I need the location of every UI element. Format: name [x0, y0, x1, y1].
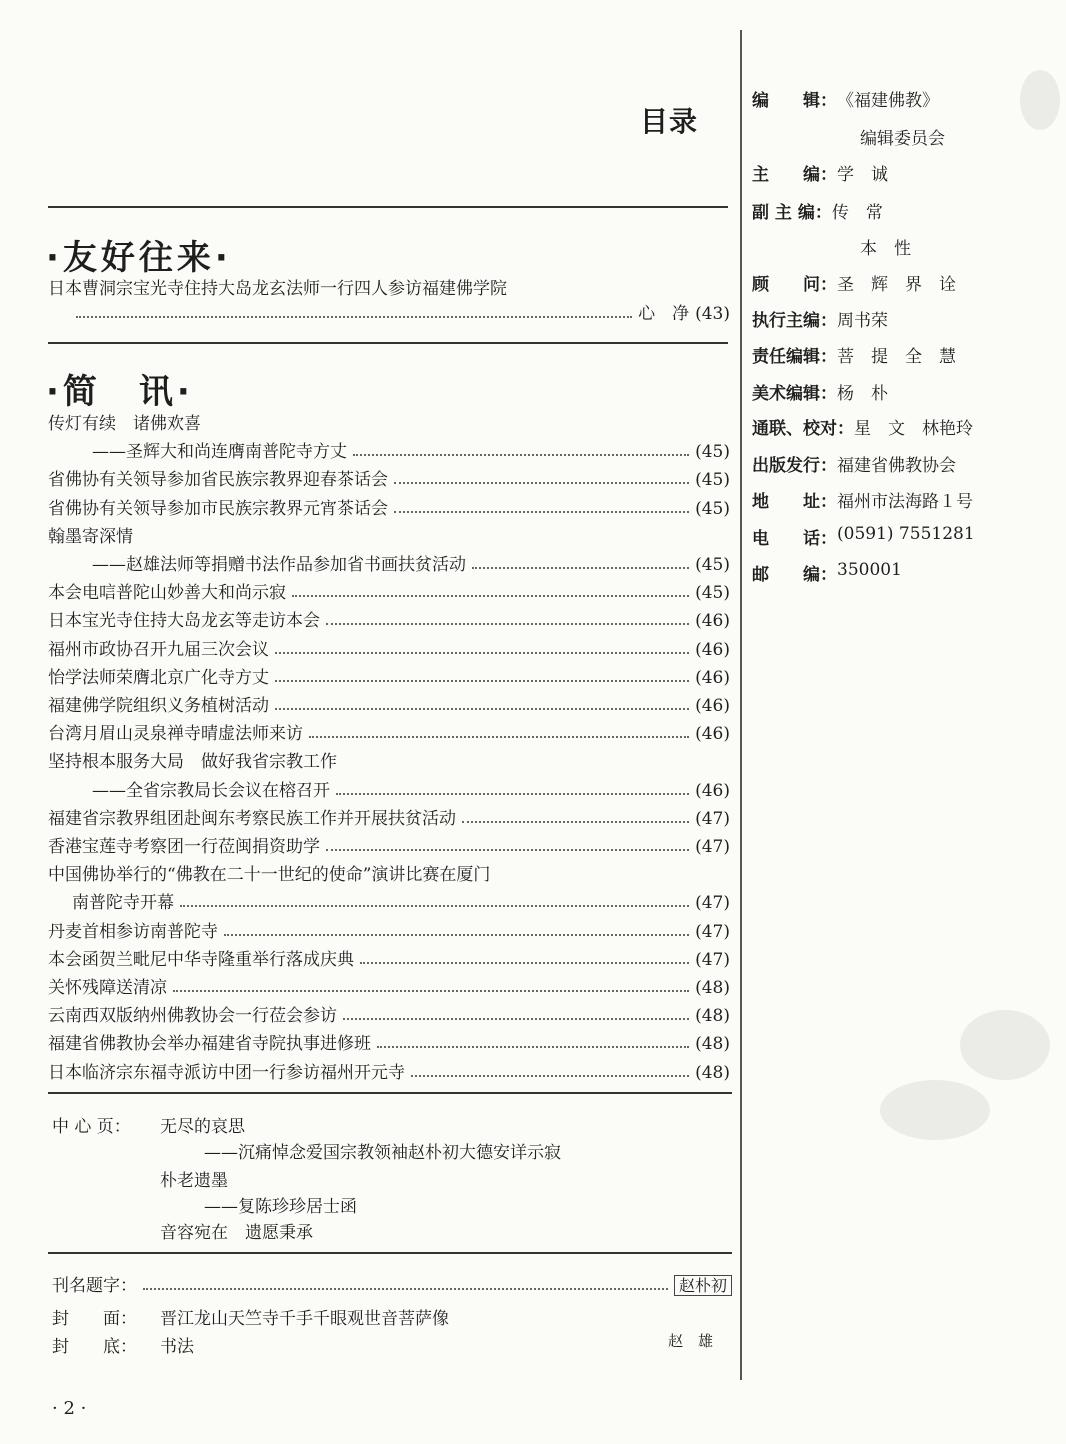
- toc-entry-title: ——圣辉大和尚连膺南普陀寺方丈: [92, 442, 347, 463]
- cover-label: 封 面：: [52, 1309, 137, 1329]
- masthead-value: 周书荣: [837, 311, 888, 331]
- toc-entry-page: (45): [695, 442, 730, 463]
- masthead-value: 350001: [837, 560, 902, 580]
- toc-entry-page: (46): [695, 611, 730, 632]
- toc-entry: [92, 438, 730, 462]
- leader-dots: [173, 990, 689, 992]
- scan-speck: [880, 1080, 990, 1140]
- toc-entry-page: (45): [695, 470, 730, 491]
- toc-entry: [48, 720, 730, 744]
- toc-entry-page: (46): [695, 639, 730, 660]
- leader-dots: [326, 849, 689, 851]
- masthead-row: [752, 124, 945, 149]
- toc-entry: [48, 748, 730, 772]
- leader-dots: [472, 567, 689, 569]
- toc-entry-title: 省佛协有关领导参加市民族宗教界元宵茶话会: [48, 498, 388, 519]
- masthead-value: 传 常: [831, 203, 883, 223]
- toc-entry-title: 本会电唁普陀山妙善大和尚示寂: [48, 583, 286, 604]
- center-line: 无尽的哀思: [160, 1117, 245, 1137]
- leader-dots: [275, 680, 689, 682]
- toc-entry: [48, 636, 730, 660]
- masthead-label: 主 编：: [752, 165, 837, 185]
- masthead-row: [752, 234, 911, 259]
- toc-entry-title: 福建省佛教协会举办福建省寺院执事进修班: [48, 1034, 371, 1055]
- masthead-row: [752, 306, 888, 331]
- masthead-value: (0591) 7551281: [837, 524, 975, 544]
- masthead-value: 福建省佛教协会: [837, 456, 956, 476]
- toc-entry: [72, 889, 730, 913]
- masthead-value: 《福建佛教》: [837, 91, 939, 111]
- leader-dots: [336, 793, 689, 795]
- masthead-row: [752, 560, 902, 585]
- scan-speck: [960, 1010, 1050, 1080]
- rule-footer: [48, 1252, 732, 1254]
- toc-entry: [48, 1002, 730, 1026]
- toc-entry-title: 日本宝光寺住持大岛龙玄等走访本会: [48, 611, 320, 632]
- masthead-row: [752, 342, 956, 367]
- masthead-value: 本 性: [860, 239, 911, 259]
- masthead-value: 圣 辉 界 诠: [837, 275, 956, 295]
- toc-entry-page: (47): [695, 893, 730, 914]
- masthead-row: [752, 270, 956, 295]
- toc-entry-page: (46): [695, 667, 730, 688]
- masthead-label: [752, 124, 860, 149]
- toc-entry-title: 云南西双版纳州佛教协会一行莅会参访: [48, 1006, 337, 1027]
- masthead-row: [752, 487, 973, 512]
- leader-dots: [292, 595, 689, 597]
- leader-dots: [180, 905, 689, 907]
- toc-entry-title: 本会函贺兰毗尼中华寺隆重举行落成庆典: [48, 949, 354, 970]
- masthead-label: 顾 问：: [752, 275, 837, 295]
- toc-entry: [48, 410, 730, 434]
- leader-dots: [343, 1018, 689, 1020]
- leader-dots: [224, 934, 689, 936]
- inscription-value: 赵朴初: [674, 1275, 732, 1296]
- toc-entry-page: (46): [695, 780, 730, 801]
- center-line: ——复陈珍珍居士函: [204, 1197, 357, 1217]
- toc-entry: [48, 523, 730, 547]
- center-label: 中 心 页：: [52, 1117, 131, 1137]
- masthead-value: 星 文 林艳玲: [854, 419, 973, 439]
- masthead-row: [752, 379, 888, 404]
- toc-entry: [48, 833, 730, 857]
- rule-section: [48, 342, 728, 344]
- masthead-row: [752, 160, 888, 185]
- toc-entry-title: 坚持根本服务大局 做好我省宗教工作: [48, 752, 337, 773]
- inscription-label: 刊名题字：: [52, 1276, 137, 1296]
- leader-dots: [326, 623, 689, 625]
- page-title: 目录: [640, 105, 699, 138]
- toc-entry: [92, 551, 730, 575]
- masthead-label: 邮 编：: [752, 565, 837, 585]
- masthead-label: 编 辑：: [752, 91, 837, 111]
- toc-entry-page: (45): [695, 555, 730, 575]
- toc-entry-page: (48): [695, 978, 730, 998]
- toc-entry: [92, 777, 730, 801]
- footer-inscription: [52, 1272, 732, 1296]
- leader-dots: [394, 511, 689, 513]
- back-label: 封 底：: [52, 1337, 137, 1357]
- back-value: 书法: [160, 1337, 194, 1357]
- toc-entry: [48, 607, 730, 631]
- toc-entry-title: 台湾月眉山灵泉禅寺晴虚法师来访: [48, 724, 303, 745]
- toc-entry-title: ——赵雄法师等捐赠书法作品参加省书画扶贫活动: [92, 555, 466, 575]
- toc-entry-page: (47): [695, 949, 730, 970]
- toc-entry-title: 传灯有续 诸佛欢喜: [48, 414, 201, 434]
- toc-entry-page: (48): [695, 1034, 730, 1055]
- cover-value: 晋江龙山天竺寺千手千眼观世音菩萨像: [160, 1309, 449, 1329]
- toc-entry-title: ——全省宗教局长会议在榕召开: [92, 780, 330, 801]
- scan-speck: [1020, 70, 1060, 130]
- column-divider: [740, 30, 742, 1380]
- section-title-news: ·简 讯·: [46, 372, 194, 412]
- masthead-row: [752, 451, 956, 476]
- leader-dots: [377, 1046, 689, 1048]
- masthead-value: 学 诚: [837, 165, 888, 185]
- toc-entry-title: 关怀残障送清凉: [48, 978, 167, 998]
- toc-entry: [48, 664, 730, 688]
- toc-entry: [48, 974, 730, 998]
- rule-bottom: [48, 1092, 732, 1094]
- toc-entry-author: 心 净: [638, 304, 690, 324]
- toc-entry: [48, 1030, 730, 1054]
- masthead-row: [752, 86, 939, 111]
- masthead-value: 杨 朴: [837, 384, 888, 404]
- back-author: 赵 雄: [668, 1332, 714, 1350]
- masthead-value: 编辑委员会: [860, 129, 945, 149]
- toc-entry: [48, 946, 730, 970]
- masthead-label: 责任编辑：: [752, 347, 837, 367]
- toc-entry: [48, 805, 730, 829]
- masthead-row: [752, 524, 975, 549]
- toc-entry-page: (48): [695, 1062, 730, 1083]
- masthead-label: 地 址：: [752, 492, 837, 512]
- toc-entry-title: 福建省宗教界组团赴闽东考察民族工作并开展扶贫活动: [48, 808, 456, 829]
- center-line: 朴老遗墨: [160, 1171, 228, 1191]
- masthead-row: [752, 414, 973, 439]
- toc-entry: [48, 579, 730, 603]
- toc-entry-title: 日本曹洞宗宝光寺住持大岛龙玄法师一行四人参访福建佛学院: [48, 279, 507, 299]
- toc-entry-line: [76, 300, 730, 324]
- masthead-label: 出版发行：: [752, 456, 837, 476]
- toc-entry-page: (46): [695, 696, 730, 716]
- masthead-value: 菩 提 全 慧: [837, 347, 956, 367]
- toc-entry-title: 中国佛协举行的“佛教在二十一世纪的使命”演讲比赛在厦门: [48, 865, 491, 886]
- toc-entry: [48, 692, 730, 716]
- leader-dots: [76, 316, 632, 318]
- toc-entry-page: (45): [695, 498, 730, 519]
- masthead-label: 电 话：: [752, 529, 837, 549]
- leader-dots: [353, 454, 689, 456]
- masthead-label: 执行主编：: [752, 311, 837, 331]
- leader-dots: [309, 736, 689, 738]
- toc-entry-page: (47): [695, 921, 730, 942]
- page-number: · 2 ·: [52, 1398, 87, 1419]
- toc-entry: [48, 918, 730, 942]
- leader-dots: [360, 962, 689, 964]
- toc-entry-title: 省佛协有关领导参加省民族宗教界迎春茶话会: [48, 470, 388, 491]
- masthead-label: 副 主 编：: [752, 203, 832, 223]
- toc-entry: [48, 861, 730, 885]
- masthead-label: [752, 234, 860, 259]
- toc-entry: [48, 495, 730, 519]
- leader-dots: [462, 821, 689, 823]
- toc-entry-title: 香港宝莲寺考察团一行莅闽捐资助学: [48, 837, 320, 857]
- toc-entry-title: 怡学法师荣膺北京广化寺方丈: [48, 667, 269, 688]
- masthead-row: [752, 198, 883, 223]
- section-title-friendly: ·友好往来·: [46, 238, 232, 278]
- toc-entry-title: 南普陀寺开幕: [72, 893, 174, 914]
- leader-dots: [143, 1288, 668, 1290]
- leader-dots: [394, 482, 689, 484]
- toc-entry-page: (48): [695, 1006, 730, 1027]
- toc-entry: [48, 1059, 730, 1083]
- masthead-label: 通联、校对：: [752, 419, 854, 439]
- toc-entry-title: 福州市政协召开九届三次会议: [48, 639, 269, 660]
- masthead-value: 福州市法海路１号: [837, 492, 973, 512]
- toc-entry-page: (43): [695, 304, 730, 324]
- masthead-label: 美术编辑：: [752, 384, 837, 404]
- toc-entry-title: 福建佛学院组织义务植树活动: [48, 696, 269, 716]
- toc-entry-page: (45): [695, 583, 730, 604]
- toc-entry: [48, 466, 730, 490]
- toc-entry-page: (47): [695, 808, 730, 829]
- leader-dots: [275, 652, 689, 654]
- center-line: 音容宛在 遗愿秉承: [160, 1223, 313, 1243]
- center-line: ——沉痛悼念爱国宗教领袖赵朴初大德安详示寂: [204, 1143, 561, 1163]
- toc-entry-title: 丹麦首相参访南普陀寺: [48, 921, 218, 942]
- leader-dots: [411, 1075, 689, 1077]
- leader-dots: [275, 708, 689, 710]
- toc-entry-title: 翰墨寄深情: [48, 526, 133, 547]
- toc-entry-title: 日本临济宗东福寺派访中团一行参访福州开元寺: [48, 1062, 405, 1083]
- toc-entry-page: (46): [695, 724, 730, 745]
- toc-entry-page: (47): [695, 837, 730, 857]
- rule-top: [48, 206, 728, 208]
